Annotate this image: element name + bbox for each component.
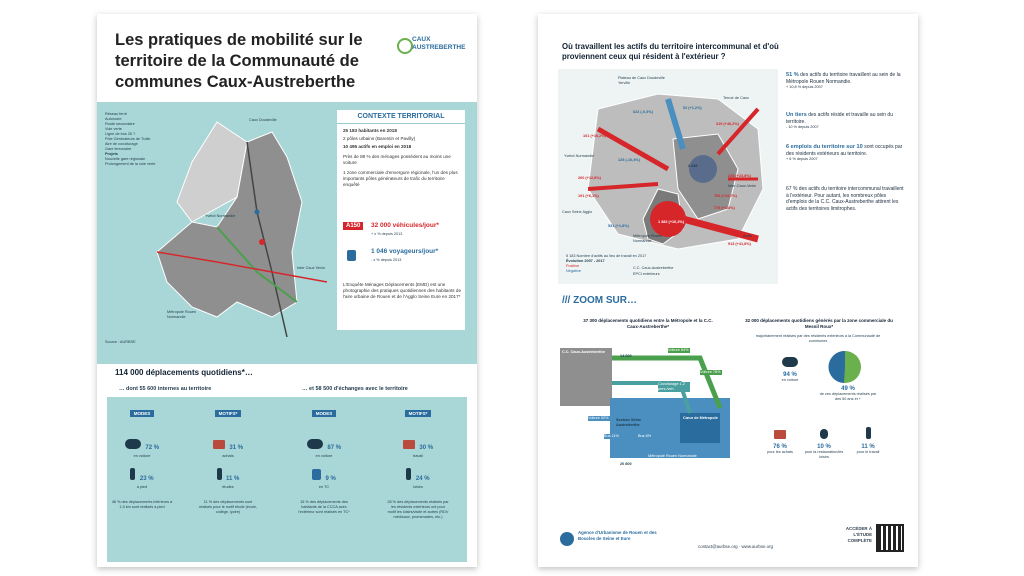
legend-item: EPCI extérieurs	[633, 272, 660, 276]
motives-internal-column	[197, 402, 259, 515]
shopping-cart-icon	[774, 430, 786, 439]
stat-big: 6 emplois du territoire sur 10	[786, 144, 863, 150]
place-label: Autre	[743, 234, 753, 238]
flow-value: 913 (+41,8%)	[728, 242, 751, 246]
stat-footnote: 15 % des déplacements des habitants de la CCCA avec l'extérieur sont réalisés en TC*	[298, 500, 350, 514]
qr-caption: ACCÉDER À L'ÉTUDE COMPLÈTE	[845, 526, 872, 543]
flow-value: 191 (+6,1%)	[578, 194, 599, 198]
map-label: Caux Doudeville	[249, 118, 277, 122]
diagram-box-label: Cœur de Métropole	[683, 416, 718, 420]
travellers-note: - x % depuis 2013	[371, 258, 402, 262]
diagram-box-label: Métropole Rouen Normandie	[648, 454, 697, 458]
stat-value: 94 %	[783, 372, 797, 378]
flow-value: 531 (+1,8%)	[608, 224, 629, 228]
diagram-box-label: Secteur Seine Austreberthe	[616, 418, 642, 427]
flow-value: 260 (+12,8%)	[578, 176, 601, 180]
map-label: Métropole Rouen Normandie	[167, 310, 197, 319]
flow-circle-local	[650, 201, 686, 237]
stat-note: + 10,8 % depuis 2007	[786, 85, 823, 89]
legend-item: Ligne de bus 26 ?	[105, 132, 136, 136]
place-label: Inter-Caux-Vexin	[728, 184, 757, 188]
map-label: Inter Caux Vexin	[297, 266, 325, 270]
station-marker	[255, 210, 260, 215]
agency-contact: contact@aurbse.org · www.aurbse.org	[698, 544, 773, 549]
stat-value: 23 %	[139, 476, 154, 482]
stat-label: pour la restauration/les loisirs	[804, 450, 844, 459]
legend-item: Route secondaire	[105, 122, 135, 126]
exchange-trips: … et 58 500 d'échanges avec le territoire	[302, 386, 408, 392]
legend-item: Nouvelle gare régionale	[105, 157, 146, 161]
context-stat: 1 zone commerciale d'envergure régionale, l'un des plus importants pôles générateurs de trafic du territoire enquêté	[343, 170, 458, 187]
stat-paragraph: 67 % des actifs du territoire intercommunal travaillent à l'extérieur. Pour autant, les nombreux pôles d'emplois de la C.C. Caux-Austreberthe attirent les actifs des territoires limitrophes.	[786, 186, 904, 212]
flow-value: 225 (+23,8%)	[728, 174, 751, 178]
stat-value: 11 %	[226, 476, 240, 482]
internal-trips: … dont 55 600 internes au territoire	[119, 386, 212, 392]
car-icon	[782, 357, 798, 367]
diagram-number: 20 800	[620, 462, 632, 466]
flow-mode-label: Bus 11%	[604, 434, 624, 439]
cc-box	[560, 348, 612, 406]
qr-code-icon[interactable]	[876, 524, 904, 552]
agency-logo-icon	[560, 532, 574, 546]
stat-label: en voiture	[315, 454, 333, 458]
motives-tag: MOTIFS*	[215, 410, 242, 417]
a150-badge: A150	[343, 222, 363, 230]
flow-value: 778 (+1,8%)	[714, 206, 735, 210]
restaurant-icon	[820, 429, 828, 439]
stat-value: 24 %	[415, 476, 430, 482]
stat-big: 51 %	[786, 72, 799, 78]
traffic-pole-marker	[259, 239, 265, 245]
age-pie-chart	[828, 350, 862, 384]
vehicles-note: + x % depuis 2013	[371, 232, 403, 236]
legend-item: Évolution 2007 - 2017	[566, 259, 605, 263]
zoom2-title: 32 000 déplacements quotidiens générés par la zone commerciale du Mesnil Roux*	[745, 318, 893, 329]
car-icon	[307, 439, 323, 449]
stat-label: à pied	[136, 485, 148, 489]
motives-tag: MOTIFS*	[405, 410, 432, 417]
legend-item: C.C. Caux-Austreberthe	[633, 266, 674, 270]
logo-text: CAUX AUSTREBERTHE	[412, 36, 466, 51]
stat-label: pour les achats	[767, 450, 793, 454]
stat-label: achats	[222, 454, 234, 458]
page-title: Les pratiques de mobilité sur le territoire de la Communauté de communes Caux-Austreberthe	[115, 31, 363, 91]
motive-stat	[760, 426, 800, 455]
pie-slice-50-plus	[828, 351, 845, 383]
place-label: Terroir de Caux	[723, 96, 749, 100]
map-legend	[105, 112, 215, 167]
stat-value: 76 %	[773, 444, 787, 450]
shopping-cart-icon	[213, 440, 225, 449]
legend-item: Prolongement de la voie verte	[105, 162, 156, 166]
modes-tag: MODES	[130, 410, 155, 417]
legend-item: Aire de covoiturage	[105, 142, 138, 146]
stat-label: pour le travail	[856, 450, 880, 454]
legend-item: Autoroute	[105, 117, 122, 121]
stat-footnote: 46 % des déplacements inférieurs à 1,5 km sont réalisés à pied	[111, 500, 173, 509]
flow-mode-label: Voiture 84%	[668, 348, 689, 352]
stat-label: études	[222, 485, 234, 489]
context-stat: 25 183 habitants en 2018	[343, 128, 397, 133]
vehicles-per-day: 32 000 véhicules/jour*	[371, 222, 439, 229]
diagram-box-label: C.C. Caux-Austreberthe	[562, 350, 605, 354]
agency-name: Agence d'Urbanisme de Rouen et des Boucles de Seine et Eure	[578, 530, 657, 541]
right-document-page	[538, 14, 918, 567]
train-icon	[347, 250, 356, 261]
stat-footnote: 11 % des déplacements sont réalisés pour le motif étude (école, collège, lycée)	[198, 500, 258, 514]
context-stat: 10 495 actifs en emploi en 2018	[343, 144, 412, 149]
flow-value: 125 (-10,4%)	[618, 158, 640, 162]
stat-block	[786, 144, 906, 162]
left-document-page	[97, 14, 477, 567]
flow-value: 1 382 (+10,2%)	[658, 220, 685, 224]
flow-value: 319 (+46,2%)	[716, 122, 739, 126]
place-label: Plateau de Caux Doudeville Yerville	[618, 76, 665, 85]
map-source: Source : AURBSE	[105, 340, 136, 344]
stat-label: en voiture	[781, 378, 799, 382]
walker-icon	[406, 468, 411, 480]
flow-value: 92 (+1,2%)	[683, 106, 702, 110]
stat-label: travail	[412, 454, 424, 458]
stat-value: 30 %	[419, 445, 434, 451]
context-stat: Près de 88 % des ménages possèdent au moins une voiture	[343, 154, 451, 165]
car-icon	[125, 439, 141, 449]
stat-label: en TC	[318, 485, 330, 489]
motives-exchange-column	[387, 402, 449, 520]
context-heading: CONTEXTE TERRITORIAL	[337, 110, 465, 124]
daily-trips-heading: 114 000 déplacements quotidiens*…	[115, 368, 253, 377]
flows-title: Où travaillent les actifs du territoire intercommunal et d'où proviennent ceux qui résident à l'extérieur ?	[562, 42, 779, 61]
zoom2-subtitle: majoritairement réalisés par des résidents extérieurs à la Communauté de communes	[755, 334, 881, 343]
travellers-per-day: 1 046 voyageurs/jour*	[371, 248, 439, 255]
flow-value: 622 (-0,3%)	[633, 110, 653, 114]
flow-mode-label: Voiture 78%	[700, 370, 721, 374]
zoom1-title: 37 300 déplacements quotidiens entre la Métropole et la C.C. Caux-Austreberthe*	[583, 318, 713, 329]
zoom2-car-stat	[770, 354, 810, 383]
stat-footnote: 28 % des déplacements réalisés par les résidents extérieurs ont pour motif les loisirs/visite et autres (RDV médicaux, promenades, etc.)	[387, 500, 449, 519]
stat-note: - 10 % depuis 2007	[786, 125, 819, 129]
modes-exchange-column	[293, 402, 355, 515]
flow-value: 2 446	[688, 164, 698, 168]
stat-label: en voiture	[133, 454, 151, 458]
legend-item: Projets	[105, 152, 118, 156]
legend-item: Négative	[566, 269, 581, 273]
context-box	[337, 110, 465, 330]
stat-label: loisirs	[413, 485, 423, 489]
stat-block	[786, 72, 906, 90]
stat-text: des actifs réside et travaille au sein du territoire.	[786, 112, 893, 125]
legend-item: 5 183 Nombre d'actifs au lieu de travail en 2017	[566, 254, 647, 258]
stat-value: 31 %	[229, 445, 244, 451]
metropole-trip-diagram	[560, 338, 740, 468]
context-stat: 2 pôles urbains (Barentin et Pavilly)	[343, 136, 416, 141]
stat-value: 87 %	[327, 445, 342, 451]
legend-item: Voie verte	[105, 127, 122, 131]
flow-value: 161 (+10,2%)	[583, 134, 606, 138]
place-label: Métropole Rouen Normandie	[633, 234, 663, 243]
stat-value: 11 %	[861, 444, 875, 450]
stat-block	[786, 112, 906, 130]
modes-tag: MODES	[312, 410, 337, 417]
stat-value: 49 %	[841, 386, 855, 392]
motive-stat	[804, 426, 844, 460]
stat-note: + 6 % depuis 2007	[786, 157, 818, 161]
stat-text: sont occupés par des résidents extérieurs au territoire.	[786, 144, 903, 157]
flow-mode-label: Covoiturage 1,2 pers./veh	[658, 382, 690, 392]
stat-value: 9 %	[325, 476, 336, 482]
tram-icon	[312, 469, 321, 480]
flow-mode-label: Voiture 92%	[588, 416, 609, 420]
legend-item: Gare ferroviaire	[105, 147, 132, 151]
legend-item: Réseau ferré	[105, 112, 127, 116]
place-label: Yvetot Normandie	[564, 154, 595, 158]
zoom2-age-stat	[818, 386, 878, 402]
legend-item: Positive	[566, 264, 580, 268]
worker-icon	[866, 427, 871, 439]
shopping-cart-icon	[403, 440, 415, 449]
stat-value: 72 %	[145, 445, 160, 451]
flow-circle-main	[689, 155, 717, 183]
emd-description: L'Enquête Ménages Déplacements (EMD) est une photographie des pratiques quotidiennes des habitants de l'aire urbaine de Rouen et de l'Agglo Seine Eure en 2017*	[343, 282, 461, 299]
stat-label: de ces déplacements réalisés par des 50 ans et +	[819, 392, 877, 401]
legend-item: Pôle Générateurs de Trafic	[105, 137, 151, 141]
logo-mark-icon	[397, 38, 413, 54]
flow-mode-label: Bus 6%	[638, 434, 658, 439]
stat-value: 10 %	[817, 444, 831, 450]
stat-text: des actifs du territoire travaillent au sein de la Métropole Rouen Normandie.	[786, 72, 901, 85]
motive-stat	[848, 426, 888, 455]
flow-value: 703 (+23,7%)	[714, 194, 737, 198]
place-label: Caux Seine Agglo	[562, 210, 593, 214]
pedestrian-icon	[130, 468, 135, 480]
modes-internal-column	[111, 402, 173, 510]
map-label: Yvetot Normandie	[205, 214, 236, 218]
diagram-number: 14 600	[620, 354, 632, 358]
student-icon	[217, 468, 222, 480]
flows-legend	[566, 254, 706, 274]
zoom-heading: /// ZOOM SUR…	[562, 295, 637, 306]
logo	[397, 36, 466, 66]
stat-big: Un tiers	[786, 112, 807, 118]
